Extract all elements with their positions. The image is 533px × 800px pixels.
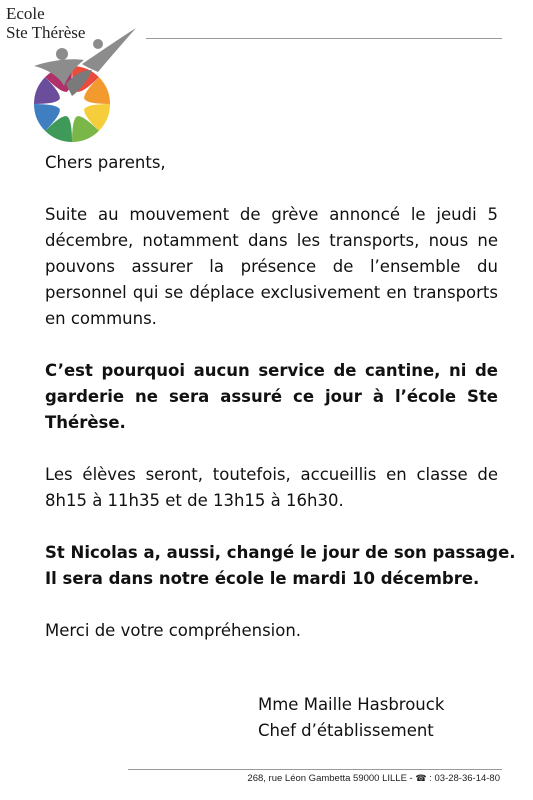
greeting: Chers parents, (45, 153, 166, 172)
paragraph-strike-notice: Suite au mouvement de grève annoncé le jeudi 5 décembre, notamment dans les transports, nous ne pouvons assurer la présence de l’ensemble du personnel qui se déplace exclusivement en transports en communs. (45, 205, 498, 328)
school-logo (22, 24, 142, 150)
telephone-icon: ☎ (415, 773, 427, 783)
footer-phone: : 03-28-36-14-80 (426, 773, 500, 784)
school-name-line1: Ecole (6, 4, 45, 23)
footer-contact (247, 773, 500, 784)
st-nicolas-line1: St Nicolas a, aussi, changé le jour de son passage. (45, 543, 516, 562)
paragraph-schedule: Les élèves seront, toutefois, accueillis en classe de 8h15 à 11h35 et de 13h15 à 16h30. (45, 465, 498, 510)
footer-rule (128, 769, 502, 770)
st-nicolas-line2: Il sera dans notre école le mardi 10 décembre. (45, 569, 480, 588)
signature-title: Chef d’établissement (258, 721, 434, 740)
footer-address: 268, rue Léon Gambetta 59000 LILLE - (247, 773, 416, 784)
header-rule (146, 38, 502, 39)
letter-body (45, 150, 516, 670)
closing: Merci de votre compréhension. (45, 621, 302, 640)
school-name-line2: Ste Thérèse (6, 23, 86, 42)
signature (258, 692, 444, 744)
signature-name: Mme Maille Hasbrouck (258, 695, 445, 714)
logo-color-wheel (34, 66, 110, 142)
paragraph-st-nicolas (45, 540, 516, 592)
paragraph-no-canteen: C’est pourquoi aucun service de cantine, ni de garderie ne sera assuré ce jour à l’école Ste Thérèse. (45, 361, 498, 432)
